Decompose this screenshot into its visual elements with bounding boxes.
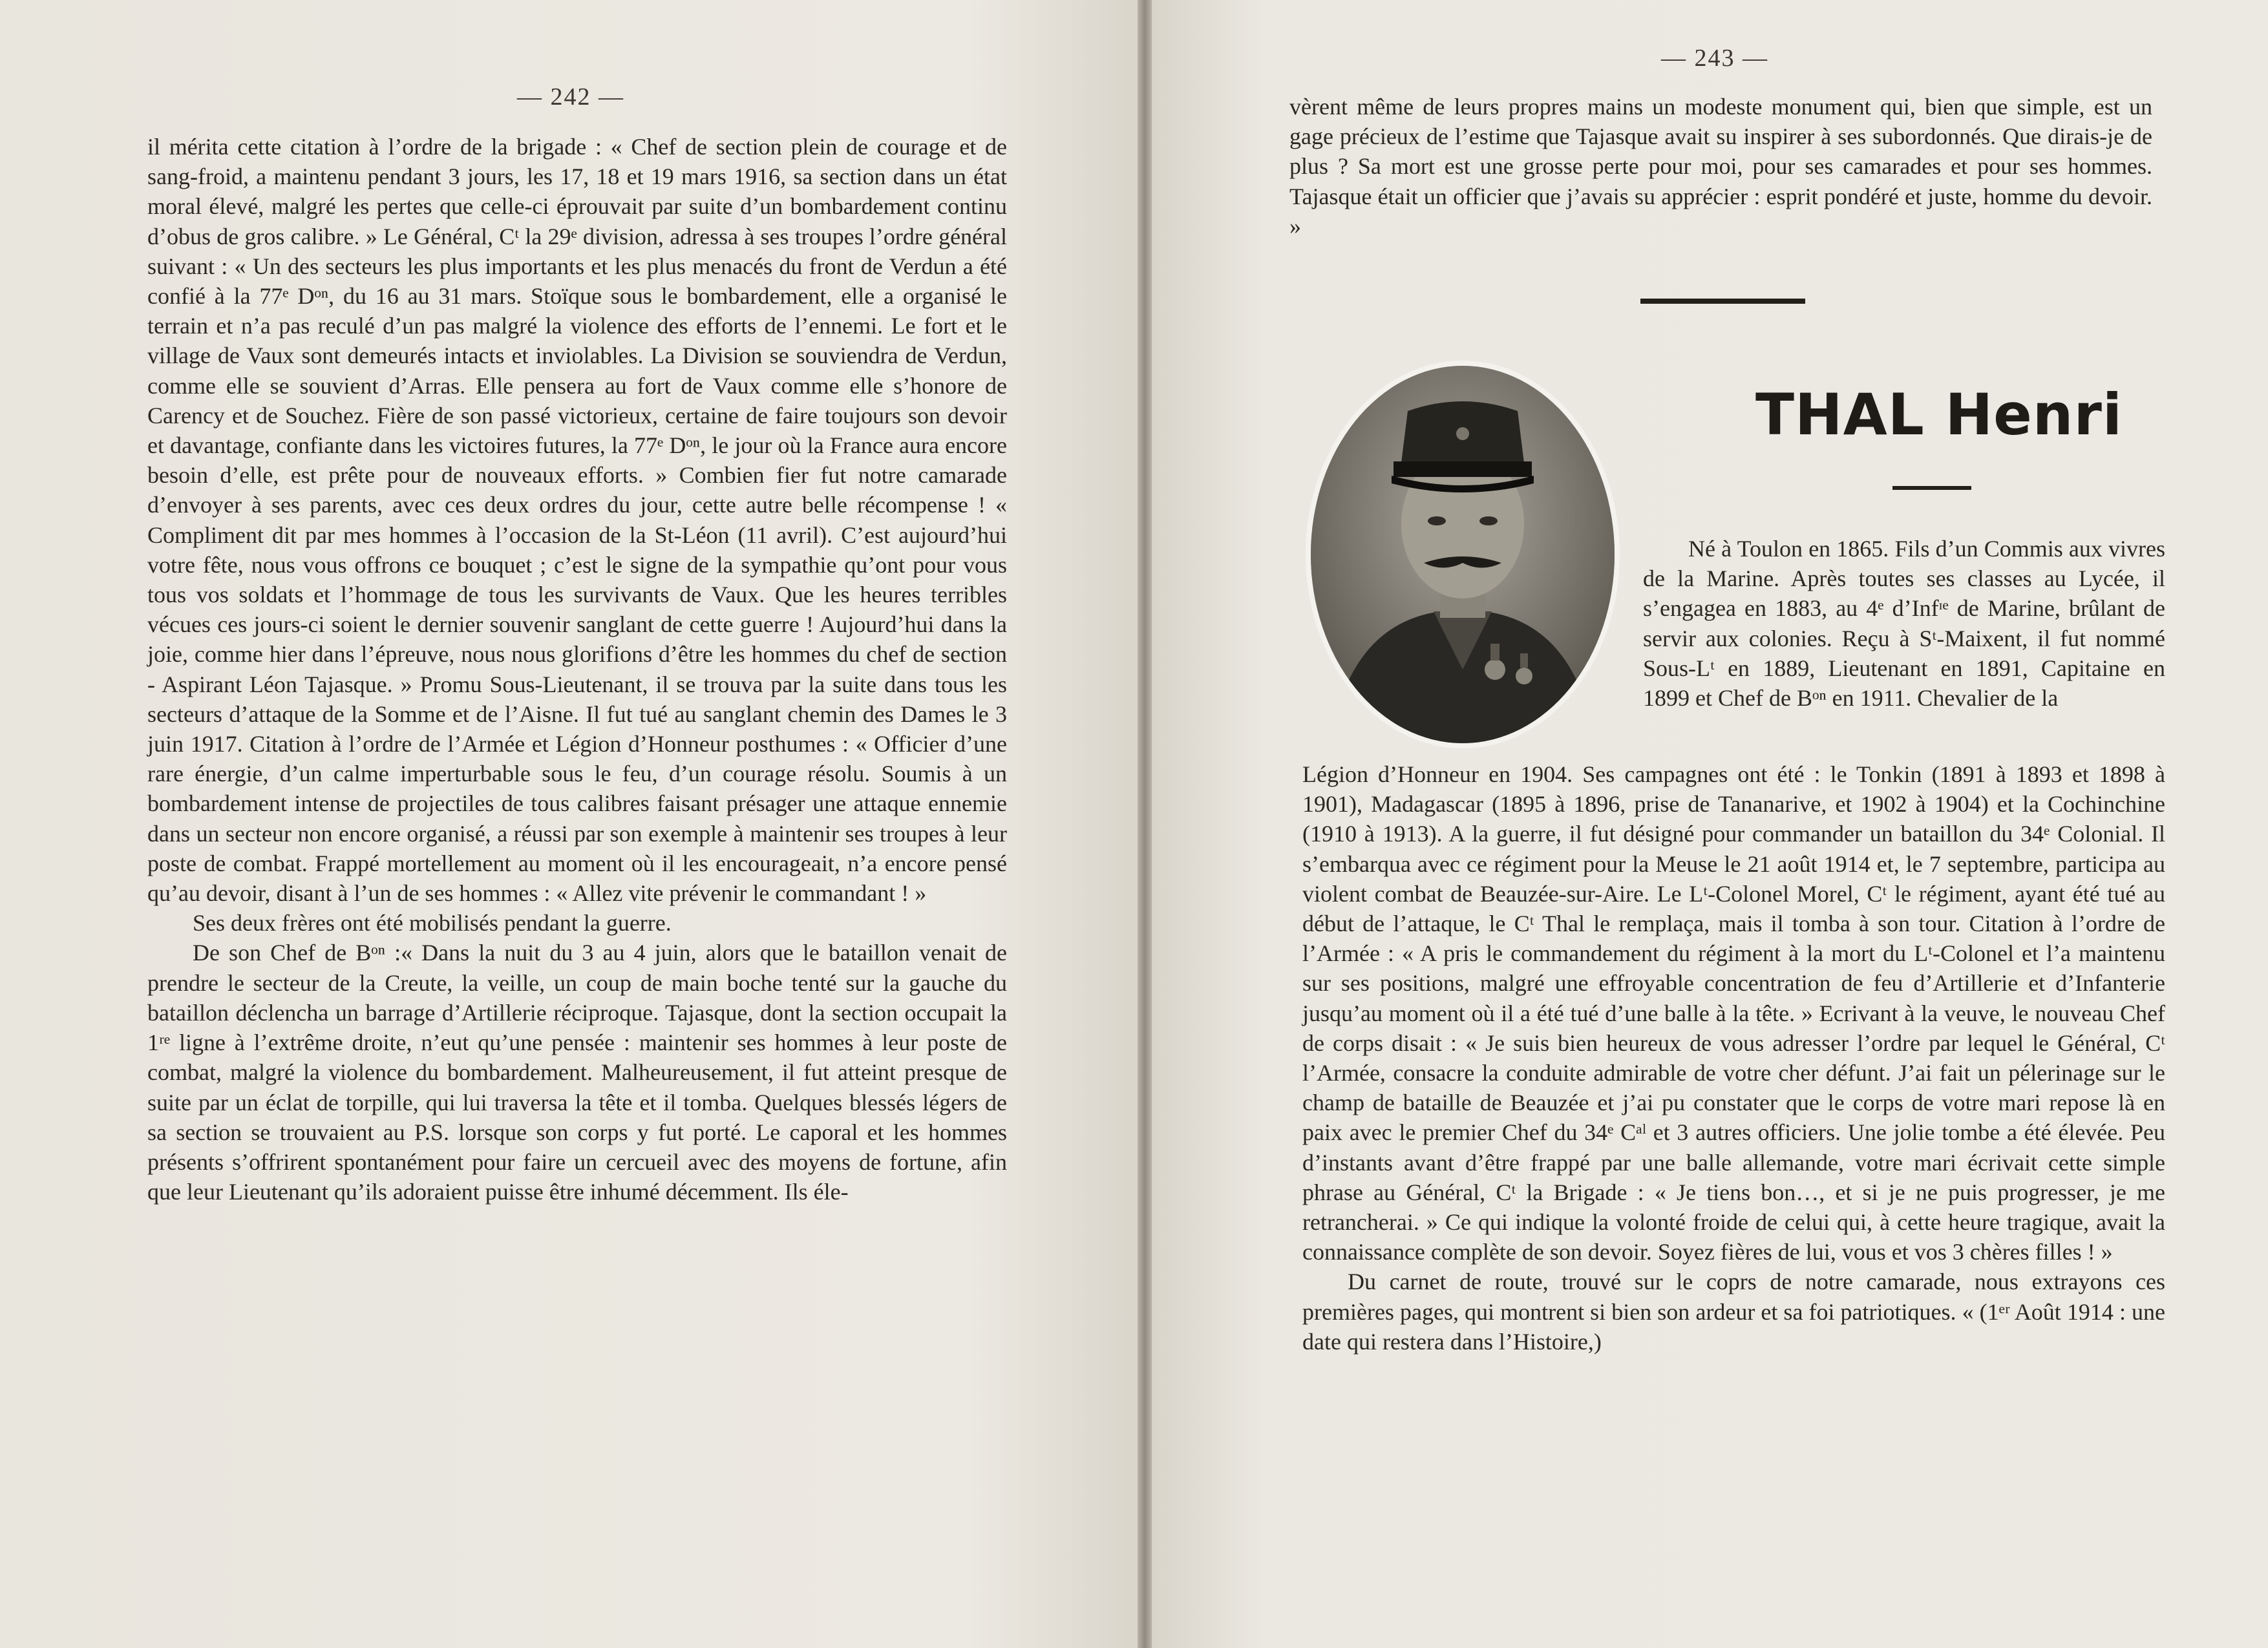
portrait-photo-icon [1311, 366, 1615, 743]
title-underline [1892, 486, 1971, 490]
section-title: THAL Henri [1755, 381, 2123, 448]
section-divider [1640, 299, 1805, 304]
page-number: — 243 — [1661, 45, 1768, 72]
biography-body [1302, 759, 2165, 1357]
paragraph: il mérita cette citation à l’ordre de la brigade : « Chef de section plein de courage et de sang-froid, a maintenu pendant 3 jours, les 17, 18 et 19 mars 1916, sa section dans un état moral élevé, malgré les pertes que celle-ci éprouvait par suite d’un bombardement continu d’obus de gros calibre. » Le Général, Cᵗ la 29ᵉ division, adressa à ses troupes l’ordre général suivant : « Un des secteurs les plus importants et les plus menacés du front de Verdun a été confié à la 77ᵉ Dᵒⁿ, du 16 au 31 mars. Stoïque sous le bombardement, elle a organisé le terrain et n’a pas reculé d’un pas malgré la violence des efforts de l’ennemi. Le fort et le village de Vaux sont demeurés intacts et inviolables. La Division se souviendra de Verdun, comme elle se souvient d’Arras. Elle pensera au fort de Vaux comme elle s’honore de Carency et de Souchez. Fière de son passé victorieux, certaine de faire toujours son devoir et davantage, confiante dans les victoires futures, la 77ᵉ Dᵒⁿ, le jour où la France aura encore besoin d’elle, est prête pour de nouveaux efforts. » Combien fier fut notre camarade d’envoyer à ses parents, avec ces deux ordres du jour, cette autre belle récompense ! « Compliment dit par mes hommes à l’occasion de la St-Léon (11 avril). C’est aujourd’hui votre fête, nous vous offrons ce bouquet ; c’est le signe de la sympathie qu’ont pour vous tous vos soldats et l’hommage de tous les survivants de Vaux. Que les heures terribles vécues ces jours-ci soient le dernier souvenir sanglant de cette guerre ! Aujourd’hui dans la joie, comme hier dans l’épreuve, nous nous glorifions d’être les hommes du chef de section - Aspirant Léon Tajasque. » Promu Sous-Lieutenant, il se trouva par la suite dans tous les secteurs d’attaque de la Somme et de l’Aisne. Il fut tué au sanglant chemin des Dames le 3 juin 1917. Citation à l’ordre de l’Armée et Légion d’Honneur posthumes : « Officier d’une rare énergie, d’un calme imperturbable sous le feu, d’un courage résolu. Soumis à un bombardement intense de projectiles de tous calibres faisant présager une attaque ennemie dans un secteur non encore organisé, a réussi par son exemple à maintenir ses troupes à leur poste de combat. Frappé mortellement au moment où il les encourageait, n’a encore pensé qu’au devoir, disant à l’un de ses hommes : « Allez vite prévenir le commandant ! » [147, 134, 1007, 907]
paragraph: Du carnet de route, trouvé sur le coprs de notre camarade, nous extrayons ces premières pages, qui montrent si bien son ardeur et sa foi patriotiques. « (1ᵉʳ Août 1914 : une date qui restera dans l’Histoire,) [1302, 1269, 2165, 1355]
page-number: — 242 — [517, 83, 624, 111]
portrait-frame [1306, 361, 1620, 748]
biography-intro [1643, 534, 2165, 713]
paragraph: Né à Toulon en 1865. Fils d’un Commis aux vivres de la Marine. Après toutes ses classes au Lycée, il s’engagea en 1883, au 4ᵉ d’Infᶦᵉ de Marine, brûlant de servir aux colonies. Reçu à Sᵗ-Maixent, il fut nommé Sous-Lᵗ en 1889, Lieutenant en 1891, Capitaine en 1899 et Chef de Bᵒⁿ en 1911. Chevalier de la [1643, 536, 2165, 712]
paragraph: vèrent même de leurs propres mains un modeste monument qui, bien que simple, est un gage précieux de l’estime que Tajasque avait su inspirer à ses subordonnés. Que dirais-je de plus ? Sa mort est une grosse perte pour moi, pour ses camarades et pour ses hommes. Tajasque était un officier que j’avais su apprécier : esprit pondéré et juste, homme du devoir. » [1289, 94, 2152, 239]
left-page-body [147, 132, 1007, 1207]
paragraph: De son Chef de Bᵒⁿ :« Dans la nuit du 3 au 4 juin, alors que le bataillon venait de prendre le secteur de la Creute, la veille, un coup de main boche tenté sur la gauche du bataillon déclencha un barrage d’Artillerie réciproque. Tajasque, dont la section occupait la 1ʳᵉ ligne à l’extrême droite, n’eut qu’une pensée : maintenir ses hommes à leur poste de combat, malgré la violence du bombardement. Malheureusement, il fut atteint presque de suite par un éclat de torpille, qui lui traversa la tête et il tomba. Quelques blessés légers de sa section se trouvaient au P.S. lorsque son corps y fut porté. Le caporal et les hommes présents s’offrirent spontanément pour faire un cercueil avec des moyens de fortune, afin que leur Lieutenant qu’ils adoraient puisse être inhumé décemment. Ils éle- [147, 940, 1007, 1205]
book-gutter [1138, 0, 1152, 1648]
paragraph: Légion d’Honneur en 1904. Ses campagnes ont été : le Tonkin (1891 à 1893 et 1898 à 1901), Madagascar (1895 à 1896, prise de Tananarive, et 1902 à 1904) et la Cochinchine (1910 à 1913). A la guerre, il fut désigné pour commander un bataillon du 34ᵉ Colonial. Il s’embarqua avec ce régiment pour la Meuse le 21 août 1914 et, le 7 septembre, participa au violent combat de Beauzée-sur-Aire. Le Lᵗ-Colonel Morel, Cᵗ le régiment, ayant été tué au début de l’attaque, le Cᵗ Thal le remplaça, mais il tomba à son tour. Citation à l’ordre de l’Armée : « A pris le commandement du régiment à la mort du Lᵗ-Colonel et l’a maintenu sur ses positions, malgré une effroyable concentration de feu d’Artillerie et d’Infanterie jusqu’au moment où il a été tué d’une balle à la tête. » Ecrivant à la veuve, le nouveau Chef de corps disait : « Je suis bien heureux de vous adresser l’ordre par lequel le Général, Cᵗ l’Armée, consacre la conduite admirable de votre cher défunt. J’ai fait un pélerinage sur le champ de bataille de Beauzée et j’ai pu constater que le corps de votre mari repose là en paix avec le premier Chef du 34ᵉ Cᵃˡ et 3 autres officiers. Une jolie tombe a été élevée. Peu d’instants avant d’être frappé par une balle allemande, votre mari écrivait cette simple phrase au Général, Cᵗ la Brigade : « Je tiens bon…, et si je ne puis progresser, je me retrancherai. » Ce qui indique la volonté froide de celui qui, à cette heure tragique, avait la connaissance complète de son devoir. Soyez fières de lui, vous et vos 3 chères filles ! » [1302, 761, 2165, 1265]
soldier-portrait [1311, 366, 1615, 743]
continuation-paragraph [1289, 92, 2152, 241]
paragraph: Ses deux frères ont été mobilisés pendant la guerre. [193, 910, 672, 936]
